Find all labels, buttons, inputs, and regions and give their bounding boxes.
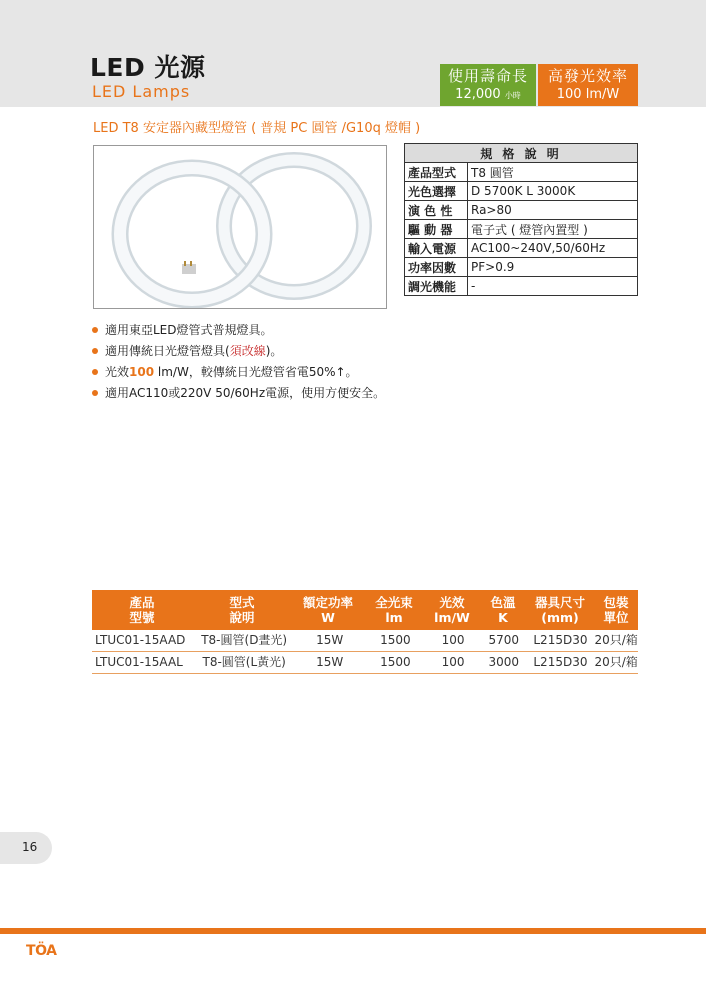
cell-model: LTUC01-15AAL [95, 655, 183, 669]
feature-item [92, 341, 385, 362]
cell-power: 15W [316, 633, 344, 647]
spec-value: Ra>80 [468, 201, 638, 220]
col-header-flux: 全光束 lm [375, 595, 413, 625]
feature-item [92, 362, 385, 383]
feature-text: 適用傳統日光燈管燈具( [105, 344, 230, 358]
cell-power: 15W [316, 655, 344, 669]
efficiency-label: 高發光效率 [547, 67, 628, 85]
col-header-pack: 包裝 單位 [603, 595, 629, 625]
feature-highlight: 100 [129, 365, 155, 379]
cell-size: L215D30 [533, 655, 588, 669]
lifetime-value: 12,000 [455, 87, 501, 102]
col-header-efficacy: 光效 lm/W [434, 595, 470, 625]
logo-letter: Ö [35, 943, 47, 959]
cell-flux: 1500 [380, 655, 411, 669]
spec-value: 電子式 ( 燈管內置型 ) [468, 220, 638, 239]
spec-value: PF>0.9 [468, 258, 638, 277]
lifetime-label: 使用壽命長 [447, 67, 528, 85]
cell-efficacy: 100 [441, 633, 465, 647]
ring-lamp-image [94, 146, 386, 308]
spec-table [404, 143, 638, 296]
spec-key: 驅 動 器 [405, 220, 468, 239]
spec-heading: 規 格 說 明 [405, 144, 638, 163]
footer-stripe [0, 928, 706, 934]
product-table [92, 590, 638, 674]
lifetime-unit: 小時 [504, 91, 521, 100]
spec-key: 功率因數 [405, 258, 468, 277]
page-title: LED 光源 [90, 53, 206, 82]
spec-value: T8 圓管 [468, 163, 638, 182]
table-header [92, 590, 638, 630]
cell-size: L215D30 [533, 633, 588, 647]
table-row [92, 652, 638, 674]
cell-type: T8-圓管(L黃光) [202, 655, 286, 669]
cell-cct: 3000 [488, 655, 520, 669]
efficiency-value: 100 lm/W [556, 87, 620, 102]
toa-logo [26, 943, 56, 959]
cell-pack: 20只/箱 [594, 655, 638, 669]
feature-item: 適用AC110或220V 50/60Hz電源，使用方便安全。 [92, 383, 385, 404]
cell-model: LTUC01-15AAD [95, 633, 186, 647]
spec-key: 調光機能 [405, 277, 468, 296]
col-header-power: 額定功率 W [302, 595, 353, 625]
col-header-model: 產品 型號 [129, 595, 155, 625]
feature-highlight: 須改線 [229, 344, 266, 358]
lifetime-badge [440, 64, 536, 106]
logo-letter: A [46, 943, 57, 959]
feature-text: )。 [265, 344, 283, 358]
cell-flux: 1500 [380, 633, 411, 647]
spec-key: 產品型式 [405, 163, 468, 182]
spec-value: D 5700K L 3000K [468, 182, 638, 201]
page-subtitle: LED Lamps [92, 82, 191, 101]
cell-type: T8-圓管(D晝光) [201, 633, 288, 647]
feature-text: 光效 [105, 365, 130, 379]
cell-cct: 5700 [488, 633, 520, 647]
spec-key: 光色選擇 [405, 182, 468, 201]
cell-efficacy: 100 [441, 655, 465, 669]
table-row [92, 630, 638, 652]
efficiency-badge [538, 64, 638, 106]
spec-key: 演 色 性 [405, 201, 468, 220]
feature-text: lm/W，較傳統日光燈管省電50%↑。 [154, 365, 358, 379]
spec-value: - [468, 277, 638, 296]
feature-list [92, 320, 385, 404]
product-title: LED T8 安定器內藏型燈管 ( 普規 PC 圓管 /G10q 燈帽 ) [93, 121, 421, 136]
logo-letter: T [26, 943, 36, 959]
col-header-type: 型式 說明 [229, 595, 255, 625]
product-photo [93, 145, 387, 309]
col-header-cct: 色溫 K [490, 595, 516, 625]
col-header-size: 器具尺寸 (mm) [534, 595, 585, 625]
page-number-tab [0, 832, 52, 864]
page-number: 16 [22, 840, 38, 854]
spec-value: AC100~240V,50/60Hz [468, 239, 638, 258]
cell-pack: 20只/箱 [594, 633, 638, 647]
feature-item: 適用東亞LED燈管式普規燈具。 [92, 320, 385, 341]
spec-key: 輸入電源 [405, 239, 468, 258]
